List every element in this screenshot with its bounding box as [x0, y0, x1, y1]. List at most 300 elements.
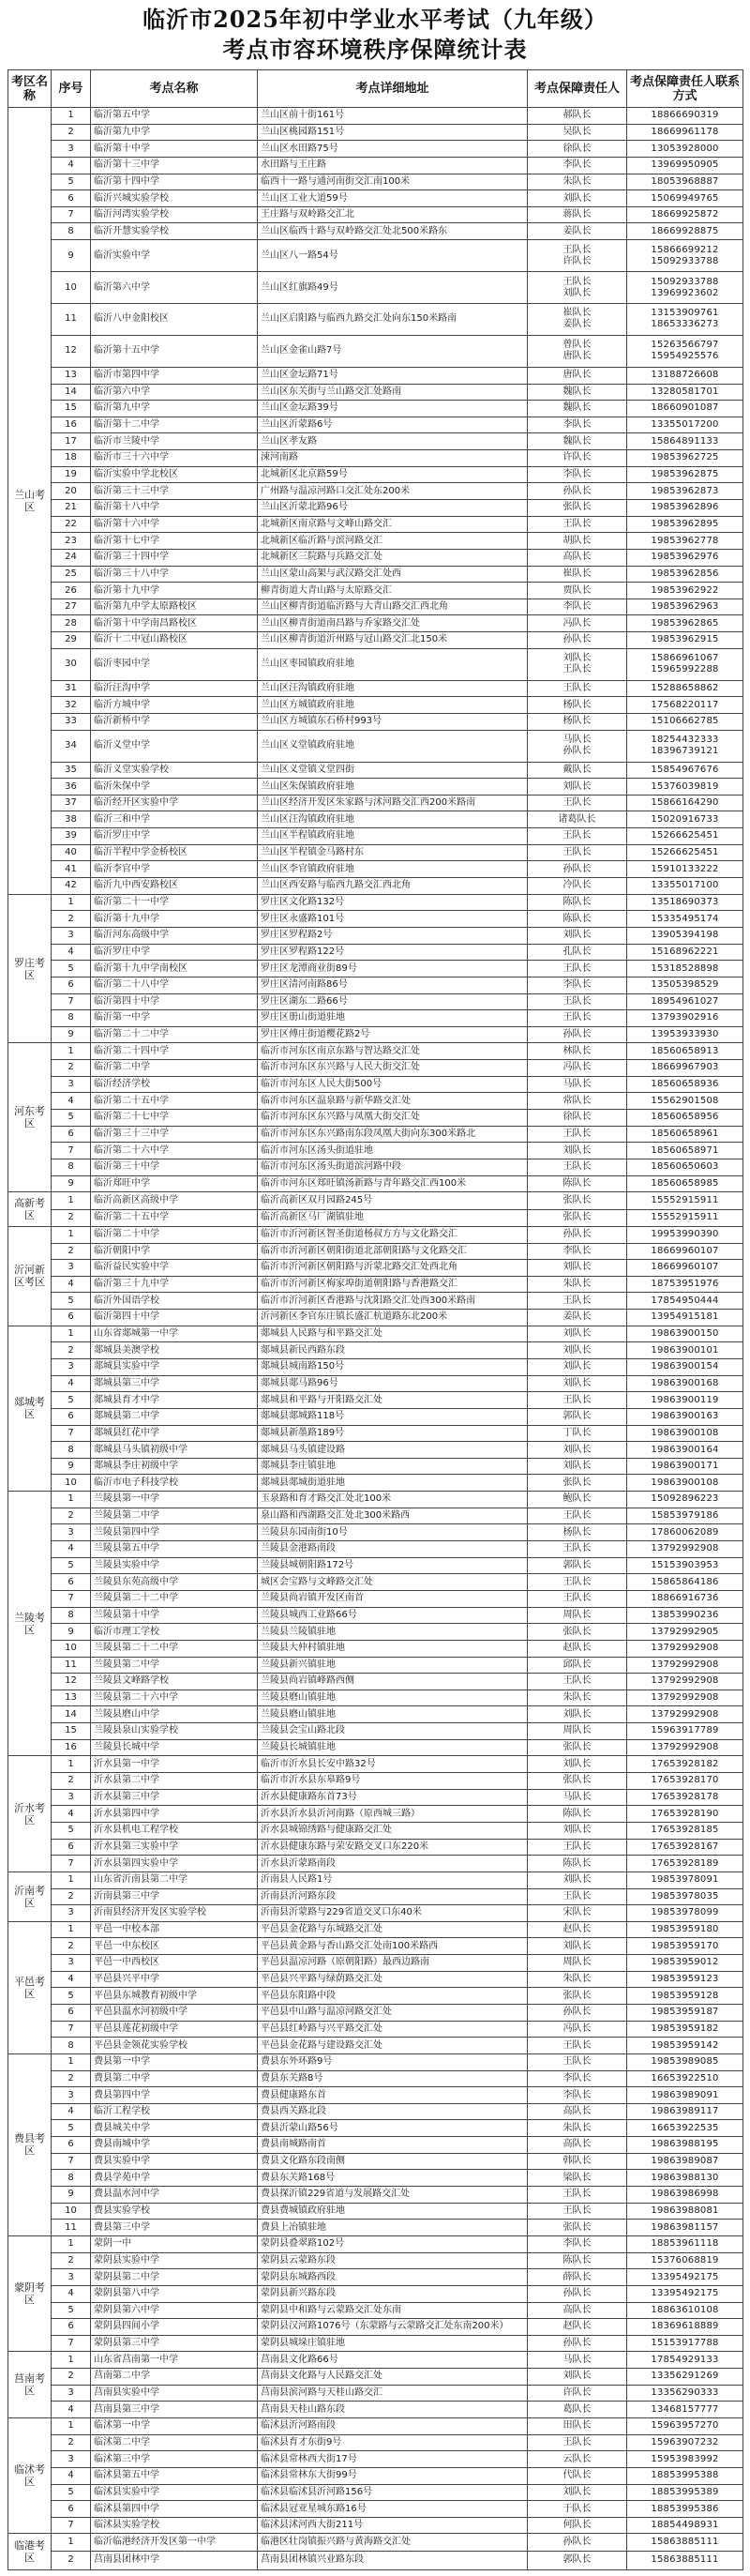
- cell-name: 兰陵县磨山中学: [91, 1706, 258, 1723]
- cell-person: 王队长: [528, 2203, 627, 2220]
- cell-address: 临西十一路与通河南街交汇南100米: [258, 174, 528, 190]
- cell-phone: 19853959180: [627, 1921, 743, 1938]
- cell-district: 郯城考区: [8, 1326, 52, 1491]
- cell-address: 沂水县城锦绣路与健康路交汇处: [258, 1822, 528, 1839]
- cell-name: 兰陵县文峰路学校: [91, 1674, 258, 1690]
- table-row: [8, 961, 743, 977]
- cell-name: 临沂第二十五中学: [91, 1209, 258, 1226]
- cell-no: 6: [52, 190, 91, 207]
- cell-name: 临沭第一中学: [91, 2418, 258, 2435]
- cell-phone: 15106662785: [627, 713, 743, 730]
- cell-district: 临沭考区: [8, 2418, 52, 2534]
- cell-name: 沂水县第四实验中学: [91, 1856, 258, 1872]
- table-row: [8, 190, 743, 207]
- cell-address: 临沂高新区双月园路245号: [258, 1192, 528, 1209]
- cell-address: 沂水县沂水县沂河南路（原西城三路）: [258, 1806, 528, 1823]
- cell-person: 王队长: [528, 961, 627, 977]
- cell-district: 沂水考区: [8, 1756, 52, 1871]
- cell-person: 孙队长: [528, 2285, 627, 2302]
- table-row: [8, 1408, 743, 1425]
- cell-name: 临沂朱保中学: [91, 779, 258, 796]
- cell-phone: 19853959187: [627, 2004, 743, 2021]
- cell-person: 刘队长: [528, 1359, 627, 1376]
- cell-no: 2: [52, 911, 91, 928]
- table-row: [8, 2038, 743, 2054]
- cell-phone: 15168962221: [627, 944, 743, 961]
- cell-name: 临沂第四十中学: [91, 1310, 258, 1326]
- cell-no: 15: [52, 401, 91, 417]
- cell-phone: 15266625451: [627, 844, 743, 861]
- table-row: [8, 2501, 743, 2518]
- cell-address: 北城新区北京路59号: [258, 466, 528, 483]
- cell-name: 郯城县育才中学: [91, 1392, 258, 1409]
- cell-person: 刘队长: [528, 1260, 627, 1277]
- cell-address: 涑河南路: [258, 450, 528, 467]
- cell-address: 蒙阴县汉河路1076号（东蒙路与云蒙路交汇处东南200米）: [258, 2319, 528, 2336]
- cell-address: 水田路与王庄路: [258, 157, 528, 174]
- cell-name: 临沭县实验学校: [91, 2517, 258, 2534]
- cell-phone: 13355017200: [627, 417, 743, 433]
- cell-phone: 18853995386: [627, 2501, 743, 2518]
- cell-no: 1: [52, 2534, 91, 2551]
- table-row: [8, 1093, 743, 1110]
- cell-no: 3: [52, 2451, 91, 2468]
- cell-no: 4: [52, 1971, 91, 1988]
- cell-phone: 15552915911: [627, 1209, 743, 1226]
- cell-no: 40: [52, 844, 91, 861]
- cell-person: 刘队长: [528, 2484, 627, 2501]
- table-row: [8, 1359, 743, 1376]
- cell-person: 王队长: [528, 1159, 627, 1175]
- table-row: [8, 483, 743, 500]
- cell-phone: 19853959128: [627, 1988, 743, 2005]
- cell-phone: 13518690373: [627, 894, 743, 911]
- table-row: [8, 433, 743, 450]
- cell-no: 2: [52, 2434, 91, 2451]
- cell-person: 张队长: [528, 500, 627, 517]
- cell-address: 兰山区枣园镇政府驻地: [258, 648, 528, 680]
- table-row: [8, 2402, 743, 2418]
- cell-no: 23: [52, 533, 91, 550]
- table-row: [8, 1590, 743, 1607]
- cell-phone: 15092896223: [627, 1492, 743, 1508]
- cell-address: 北城新区南京路与文峰山路交汇: [258, 516, 528, 533]
- cell-phone: 17653928182: [627, 1756, 743, 1773]
- table-row: [8, 1888, 743, 1905]
- cell-phone: 13792992905: [627, 1624, 743, 1641]
- table-row: [8, 911, 743, 928]
- cell-name: 临沂第九中学: [91, 401, 258, 417]
- cell-address: 郯城县马头镇建设路: [258, 1442, 528, 1459]
- cell-name: 临沂第十七中学: [91, 533, 258, 550]
- cell-no: 12: [52, 1674, 91, 1690]
- cell-name: 兰陵县第二中学: [91, 1508, 258, 1524]
- cell-address: 费县西关路北段: [258, 2103, 528, 2120]
- cell-phone: 15963907232: [627, 2434, 743, 2451]
- cell-person: 于队长: [528, 2501, 627, 2518]
- cell-phone: 13356291269: [627, 2369, 743, 2386]
- cell-person: 冯队长: [528, 615, 627, 632]
- cell-address: 罗庄区罗程路2号: [258, 927, 528, 944]
- cell-no: 34: [52, 730, 91, 762]
- cell-address: 临沂市河东区温泉路与新华路交汇处: [258, 1093, 528, 1110]
- cell-address: 临沂市河东区东兴路与人民大街交汇处: [258, 1060, 528, 1077]
- cell-address: 临沭县常林东大街99号: [258, 2467, 528, 2484]
- cell-no: 1: [52, 1871, 91, 1888]
- cell-person: 高队长: [528, 2137, 627, 2154]
- cell-phone: 19863988195: [627, 2137, 743, 2154]
- table-row: [8, 1988, 743, 2005]
- cell-person: 鲍队长: [528, 1492, 627, 1508]
- cell-phone: 19853978099: [627, 1905, 743, 1922]
- table-row: [8, 1492, 743, 1508]
- cell-phone: 13792992908: [627, 1657, 743, 1674]
- cell-address: 兰陵县金港路南段: [258, 1541, 528, 1558]
- table-row: [8, 2534, 743, 2551]
- cell-person: 王队长: [528, 1508, 627, 1524]
- cell-name: 费县第四中学: [91, 2087, 258, 2104]
- cell-person: 胡队长: [528, 533, 627, 550]
- cell-address: 罗庄区罗程路122号: [258, 944, 528, 961]
- cell-no: 37: [52, 795, 91, 811]
- cell-no: 6: [52, 1574, 91, 1591]
- cell-address: 临沂市沂河新区香港路与沈阳路交汇处西300米路南: [258, 1293, 528, 1310]
- cell-no: 19: [52, 466, 91, 483]
- cell-name: 临沂朝阳中学: [91, 1243, 258, 1260]
- cell-address: 费县健康路东首: [258, 2087, 528, 2104]
- table-row: [8, 1756, 743, 1773]
- cell-name: 临沂市电子科技学校: [91, 1475, 258, 1492]
- cell-address: 费县上冶镇驻地: [258, 2220, 528, 2236]
- table-row: [8, 2103, 743, 2120]
- cell-person: 王队长: [528, 2187, 627, 2204]
- cell-name: 沂水县第三实验中学: [91, 1839, 258, 1856]
- table-row: [8, 2004, 743, 2021]
- cell-no: 5: [52, 1557, 91, 1574]
- cell-person: 王队长: [528, 1392, 627, 1409]
- cell-no: 31: [52, 680, 91, 697]
- cell-name: 沂水县第三中学: [91, 1789, 258, 1806]
- cell-name: 临沂第四十中学: [91, 993, 258, 1010]
- cell-phone: 19863900101: [627, 1342, 743, 1359]
- cell-address: 沂南县人民路1号: [258, 1871, 528, 1888]
- table-row: [8, 1026, 743, 1043]
- cell-name: 临沂河湾实验学校: [91, 206, 258, 223]
- cell-phone: 18954961027: [627, 993, 743, 1010]
- cell-person: 刘队长: [528, 1938, 627, 1955]
- cell-address: 平邑县中山路与温凉河路交汇处: [258, 2004, 528, 2021]
- cell-phone: 19863989091: [627, 2087, 743, 2104]
- cell-person: 丁队长: [528, 1425, 627, 1442]
- cell-name: 临沂第十六中学: [91, 516, 258, 533]
- cell-person: 陈队长: [528, 2252, 627, 2269]
- cell-address: 费县探沂镇229省道与发展路交汇处: [258, 2187, 528, 2204]
- cell-phone: 18560658956: [627, 1110, 743, 1127]
- cell-address: 平邑县温凉河路（原朝阳路）最西边路南: [258, 1955, 528, 1972]
- cell-phone: 17854929133: [627, 2352, 743, 2369]
- cell-no: 27: [52, 599, 91, 615]
- table-row: [8, 1342, 743, 1359]
- cell-person: 朱队长: [528, 174, 627, 190]
- cell-phone: 15266625451: [627, 828, 743, 845]
- cell-person: 姜队长: [528, 223, 627, 240]
- table-row: [8, 1192, 743, 1209]
- cell-address: 兰陵县磨山镇驻地: [258, 1690, 528, 1706]
- cell-district: 沂南考区: [8, 1871, 52, 1921]
- cell-name: 郯城县李庄初级中学: [91, 1458, 258, 1475]
- table-row: [8, 1442, 743, 1459]
- cell-person: 冯队长: [528, 2021, 627, 2038]
- cell-no: 2: [52, 2551, 91, 2569]
- cell-person: 李队长: [528, 977, 627, 993]
- cell-person: 崔队长: [528, 566, 627, 583]
- cell-person: 马队长: [528, 1076, 627, 1093]
- cell-no: 6: [52, 1839, 91, 1856]
- cell-phone: 18669967903: [627, 1060, 743, 1077]
- cell-phone: 13356290333: [627, 2385, 743, 2402]
- cell-name: 郯城县第三中学: [91, 1375, 258, 1392]
- table-row: [8, 157, 743, 174]
- cell-address: 沂河新区李官东庄镇长盛汇杭道路东北200米: [258, 1310, 528, 1326]
- header-district: 考区名称: [8, 70, 52, 108]
- cell-person: 朱队长: [528, 2120, 627, 2137]
- cell-phone: 18853995389: [627, 2484, 743, 2501]
- cell-name: 临沂河东高级中学: [91, 927, 258, 944]
- cell-person: 田队长: [528, 2418, 627, 2435]
- cell-phone: 13355017100: [627, 878, 743, 895]
- cell-phone: 17653928190: [627, 1806, 743, 1823]
- cell-name: 平邑县兴平中学: [91, 1971, 258, 1988]
- cell-person: 贾队长: [528, 583, 627, 599]
- cell-no: 4: [52, 1375, 91, 1392]
- table-row: [8, 632, 743, 649]
- cell-no: 1: [52, 1226, 91, 1243]
- cell-district: 罗庄考区: [8, 894, 52, 1043]
- table-row: [8, 2451, 743, 2468]
- cell-no: 8: [52, 2170, 91, 2187]
- cell-person: 刘队长: [528, 1756, 627, 1773]
- cell-address: 兰山区半程镇金马路村东: [258, 844, 528, 861]
- cell-name: 兰陵县第二十二中学: [91, 1640, 258, 1657]
- cell-phone: 16653922535: [627, 2120, 743, 2137]
- cell-person: 刘队长: [528, 1458, 627, 1475]
- cell-name: 临沂第十四中学: [91, 174, 258, 190]
- cell-phone: 17653928167: [627, 1839, 743, 1856]
- cell-name: 郯城县实验中学: [91, 1359, 258, 1376]
- cell-person: 郭队长: [528, 2551, 627, 2569]
- cell-name: 临沂第二十六中学: [91, 1143, 258, 1159]
- cell-person: 林队长: [528, 1043, 627, 1060]
- cell-address: 兰山区柳青街道沂州路与冠山路交汇北150米: [258, 632, 528, 649]
- cell-no: 8: [52, 223, 91, 240]
- cell-name: 临沂外国语学校: [91, 1293, 258, 1310]
- cell-address: 兰山区汪沟镇政府驻地: [258, 811, 528, 828]
- cell-address: 郯城县李庄镇驻地: [258, 1458, 528, 1475]
- cell-phone: 18560658913: [627, 1043, 743, 1060]
- cell-address: 临港区壮岗镇振兴路与黄海路交汇处: [258, 2534, 528, 2551]
- cell-no: 9: [52, 2187, 91, 2204]
- cell-person: 马队长: [528, 1789, 627, 1806]
- table-row: [8, 811, 743, 828]
- cell-name: 临沂半程中学金桥校区: [91, 844, 258, 861]
- cell-address: 临沭县沭河西大街211号: [258, 2517, 528, 2534]
- cell-person: 唐队长: [528, 367, 627, 384]
- cell-person: 陈队长: [528, 894, 627, 911]
- cell-no: 1: [52, 894, 91, 911]
- table-row: [8, 1043, 743, 1060]
- cell-name: 郯城县第二中学: [91, 1408, 258, 1425]
- cell-name: 临沂第三十八中学: [91, 566, 258, 583]
- table-row: [8, 1375, 743, 1392]
- table-row: [8, 2434, 743, 2451]
- cell-name: 临沂开慧实验学校: [91, 223, 258, 240]
- cell-phone: 19863988130: [627, 2170, 743, 2187]
- cell-address: 北城新区三院路与兵路交汇处: [258, 549, 528, 566]
- cell-phone: 13853990236: [627, 1607, 743, 1624]
- table-row: [8, 615, 743, 632]
- cell-name: 蒙阴县四间小学: [91, 2319, 258, 2336]
- cell-phone: 15376039819: [627, 779, 743, 796]
- cell-person: 许队长: [528, 2385, 627, 2402]
- cell-name: 费县第二中学: [91, 2070, 258, 2087]
- cell-phone: 19853959012: [627, 1955, 743, 1972]
- cell-person: 魏队长: [528, 384, 627, 401]
- cell-person: 高队长: [528, 2302, 627, 2319]
- cell-no: 42: [52, 878, 91, 895]
- cell-address: 罗庄区永盛路101号: [258, 911, 528, 928]
- cell-no: 14: [52, 384, 91, 401]
- table-row: [8, 2517, 743, 2534]
- table-row: [8, 1938, 743, 1955]
- cell-phone: 15853979186: [627, 1508, 743, 1524]
- cell-phone: 19853989085: [627, 2053, 743, 2070]
- cell-address: 费县沂蒙山路56号: [258, 2120, 528, 2137]
- cell-no: 5: [52, 1822, 91, 1839]
- cell-person: 崔队长 姜队长: [528, 304, 627, 336]
- cell-no: 10: [52, 1640, 91, 1657]
- cell-no: 28: [52, 615, 91, 632]
- cell-person: 李队长: [528, 157, 627, 174]
- cell-person: 宋队长: [528, 1905, 627, 1922]
- cell-name: 兰陵县实验中学: [91, 1557, 258, 1574]
- cell-address: 罗庄区傅庄街道樱花路2号: [258, 1026, 528, 1043]
- cell-address: 兰山区金坛路71号: [258, 367, 528, 384]
- cell-name: 山东省郯城第一中学: [91, 1326, 258, 1342]
- table-row: [8, 1871, 743, 1888]
- cell-phone: 19853962963: [627, 599, 743, 615]
- cell-address: 王庄路与双岭路交汇北: [258, 206, 528, 223]
- cell-phone: 18669960107: [627, 1243, 743, 1260]
- cell-phone: 19853962865: [627, 615, 743, 632]
- cell-address: 兰山区经济开发区朱家路与沭河路交汇西200米路南: [258, 795, 528, 811]
- cell-address: 临沂市河东区东兴路南东段凤凰大街向东300米路北: [258, 1126, 528, 1143]
- cell-person: 孙队长: [528, 2004, 627, 2021]
- table-row: [8, 2170, 743, 2187]
- cell-phone: 19953990390: [627, 1226, 743, 1243]
- table-row: [8, 1508, 743, 1524]
- cell-name: 临沂新桥中学: [91, 713, 258, 730]
- cell-phone: 19863900108: [627, 1425, 743, 1442]
- table-row: [8, 844, 743, 861]
- cell-address: 兰山区义堂镇政府驻地: [258, 730, 528, 762]
- cell-name: 临沂方城中学: [91, 697, 258, 714]
- cell-person: 孙队长: [528, 1026, 627, 1043]
- cell-district: 兰陵考区: [8, 1492, 52, 1756]
- cell-no: 5: [52, 1988, 91, 2005]
- cell-person: 冯队长: [528, 1060, 627, 1077]
- cell-address: 郯城县郯城路118号: [258, 1408, 528, 1425]
- cell-no: 8: [52, 1442, 91, 1459]
- cell-address: 临沂市沂河新区梅家埠街道朝阳路与香港路交汇: [258, 1276, 528, 1293]
- cell-no: 38: [52, 811, 91, 828]
- cell-person: 王队长: [528, 844, 627, 861]
- cell-name: 蒙阴县第八中学: [91, 2285, 258, 2302]
- cell-no: 12: [52, 335, 91, 367]
- cell-person: 魏队长: [528, 433, 627, 450]
- cell-address: 兰山区柳青街道南昌路与乔家路交汇处: [258, 615, 528, 632]
- cell-district: 兰山考区: [8, 108, 52, 895]
- cell-phone: 13954915181: [627, 1310, 743, 1326]
- cell-name: 临沭县实验中学: [91, 2484, 258, 2501]
- cell-address: 兰山区李官镇政府驻地: [258, 861, 528, 878]
- cell-name: 沂水县第四中学: [91, 1806, 258, 1823]
- cell-person: 徐队长: [528, 141, 627, 158]
- cell-address: 平邑县东阳路中段: [258, 1988, 528, 2005]
- table-row: [8, 2153, 743, 2170]
- cell-no: 14: [52, 1706, 91, 1723]
- table-row: [8, 2302, 743, 2319]
- cell-phone: 19863900150: [627, 1326, 743, 1342]
- cell-phone: 15552915911: [627, 1192, 743, 1209]
- cell-no: 8: [52, 1010, 91, 1027]
- cell-no: 3: [52, 2087, 91, 2104]
- cell-address: 临沭县临沭县沂河路156号: [258, 2484, 528, 2501]
- cell-phone: 19863900171: [627, 1458, 743, 1475]
- cell-name: 平邑县东城教育初级中学: [91, 1988, 258, 2005]
- cell-person: 刘队长: [528, 1143, 627, 1159]
- table-row: [8, 648, 743, 680]
- table-row: [8, 2369, 743, 2386]
- cell-phone: 15866699212 15092933788: [627, 240, 743, 272]
- table-row: [8, 2467, 743, 2484]
- table-row: [8, 927, 743, 944]
- cell-person: 刘队长: [528, 1442, 627, 1459]
- cell-name: 临沂第十中学南昌路校区: [91, 615, 258, 632]
- cell-no: 13: [52, 1690, 91, 1706]
- cell-name: 沂水县第一中学: [91, 1756, 258, 1773]
- table-row: [8, 697, 743, 714]
- cell-name: 临沂第十五中学: [91, 335, 258, 367]
- cell-address: 兰山区金坛路39号: [258, 401, 528, 417]
- cell-no: 4: [52, 2402, 91, 2418]
- cell-no: 2: [52, 124, 91, 141]
- cell-phone: 13395492175: [627, 2285, 743, 2302]
- cell-no: 1: [52, 1756, 91, 1773]
- cell-address: 兰山区义堂镇义堂四街: [258, 762, 528, 779]
- cell-name: 临沂郑旺中学: [91, 1175, 258, 1192]
- cell-address: 北城新区临沂路与滨河路交汇: [258, 533, 528, 550]
- cell-person: 戴队长: [528, 762, 627, 779]
- cell-name: 费县学苑中学: [91, 2170, 258, 2187]
- cell-phone: 18369618889: [627, 2319, 743, 2336]
- cell-person: 徐队长: [528, 1110, 627, 1127]
- cell-person: 陈队长: [528, 1175, 627, 1192]
- cell-person: 诸葛队长: [528, 811, 627, 828]
- cell-no: 2: [52, 1342, 91, 1359]
- cell-no: 4: [52, 157, 91, 174]
- cell-person: 高队长: [528, 549, 627, 566]
- cell-address: 费县东关路168号: [258, 2170, 528, 2187]
